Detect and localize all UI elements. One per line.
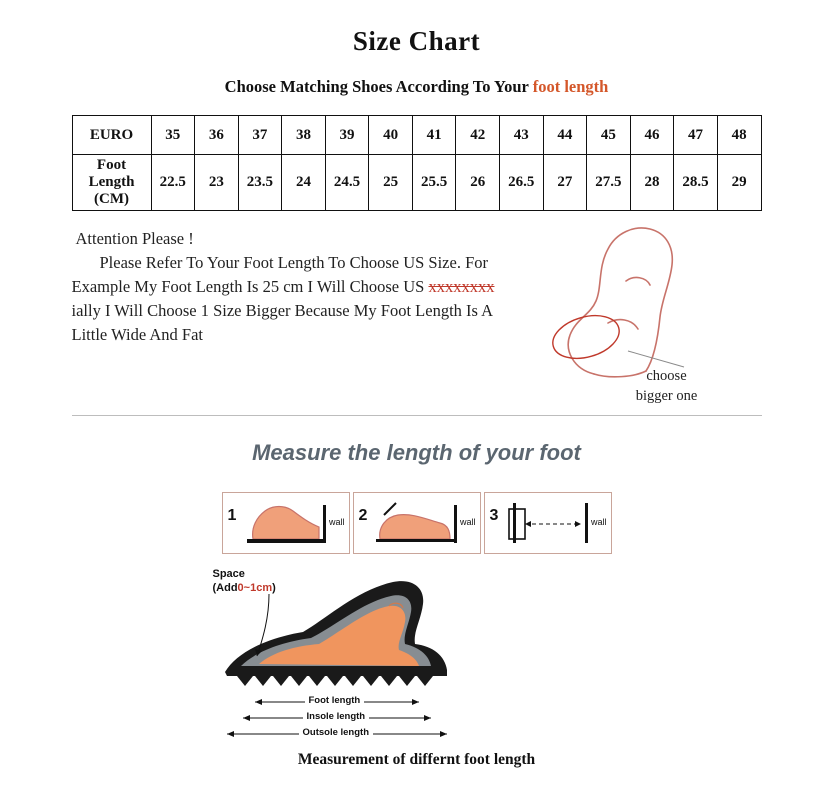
foot-outline-icon <box>534 219 744 379</box>
foot-length-cell: 28.5 <box>674 155 718 211</box>
euro-cell: 39 <box>325 116 369 155</box>
foot-length-cell: 24 <box>282 155 326 211</box>
euro-cell: 38 <box>282 116 326 155</box>
wall-label: wall <box>328 517 345 527</box>
size-table <box>72 115 762 211</box>
foot-length-cell: 26 <box>456 155 500 211</box>
space-label-prefix: (Add <box>212 581 238 594</box>
space-label-value: 0~1cm <box>237 581 273 594</box>
choose-bigger-line1: choose <box>646 368 687 384</box>
step-number: 2 <box>358 507 368 524</box>
row-header-line2: Length <box>88 173 135 190</box>
measure-step-2 <box>353 492 481 554</box>
page-title: Size Chart <box>352 26 481 56</box>
euro-cell: 44 <box>543 116 587 155</box>
foot-length-cell: 27 <box>543 155 587 211</box>
foot-length-cell: 25.5 <box>412 155 456 211</box>
table-row-foot-length <box>72 155 761 211</box>
attention-line-1: Please Refer To Your Foot Length To Choose <box>99 252 400 272</box>
wall-label: wall <box>459 517 476 527</box>
euro-cell: 35 <box>151 116 195 155</box>
foot-length-cell: 28 <box>630 155 674 211</box>
dimension-label-insole-length: Insole length <box>303 711 370 722</box>
measure-step-3 <box>484 492 612 554</box>
subtitle-prefix: Choose Matching Shoes According To Your <box>224 77 533 96</box>
euro-cell: 48 <box>717 116 761 155</box>
size-table-container <box>72 115 762 211</box>
euro-cell: 42 <box>456 116 500 155</box>
attention-body <box>72 251 502 347</box>
attention-line-2: US Size. For Example My Foot Length Is 25 cm I <box>71 252 488 296</box>
attention-line-5: And Fat <box>149 324 203 344</box>
foot-length-cell: 25 <box>369 155 413 211</box>
shoe-foot-cross-section-icon <box>207 560 627 745</box>
measure-section-title: Measure the length of your foot <box>252 440 581 465</box>
diagram-caption: Measurement of differnt foot length <box>297 751 536 768</box>
space-label-line1: Space <box>212 568 245 580</box>
euro-cell: 41 <box>412 116 456 155</box>
foot-measurement-diagram <box>207 560 627 745</box>
attention-line-4: Bigger Because My Foot Length Is A Little Wide <box>71 300 493 344</box>
foot-length-cell: 26.5 <box>500 155 544 211</box>
choose-bigger-note <box>592 367 742 406</box>
foot-length-cell: 23.5 <box>238 155 282 211</box>
foot-length-cell: 22.5 <box>151 155 195 211</box>
measure-step-1 <box>222 492 350 554</box>
dimension-label-foot-length: Foot length <box>305 695 365 706</box>
dimension-label-outsole-length: Outsole length <box>299 727 374 738</box>
step-number: 1 <box>227 507 237 524</box>
foot-length-cell: 29 <box>717 155 761 211</box>
euro-cell: 36 <box>195 116 239 155</box>
row-header-foot-length <box>72 155 151 211</box>
attention-strikethrough: xxxxxxxx <box>428 276 495 296</box>
euro-cell: 45 <box>587 116 631 155</box>
table-row-euro <box>72 116 761 155</box>
choose-bigger-line2: bigger one <box>635 387 698 404</box>
subtitle-accent: foot length <box>532 77 609 96</box>
page-subtitle <box>0 77 833 97</box>
row-header-euro: EURO <box>72 116 151 155</box>
foot-length-cell: 24.5 <box>325 155 369 211</box>
attention-text <box>72 227 502 347</box>
section-divider <box>72 415 762 416</box>
euro-cell: 46 <box>630 116 674 155</box>
attention-section <box>72 227 762 407</box>
euro-cell: 37 <box>238 116 282 155</box>
attention-line-3a: Will Choose US <box>316 276 429 296</box>
row-header-line1: Foot <box>96 156 127 173</box>
row-header-line3: (CM) <box>94 191 129 208</box>
euro-cell: 40 <box>369 116 413 155</box>
foot-length-cell: 27.5 <box>587 155 631 211</box>
space-label-suffix: ) <box>272 581 276 594</box>
euro-cell: 43 <box>500 116 544 155</box>
attention-heading: Attention Please ! <box>75 229 194 248</box>
euro-cell: 47 <box>674 116 718 155</box>
measure-steps <box>0 492 833 554</box>
step-number: 3 <box>489 507 499 524</box>
foot-length-cell: 23 <box>195 155 239 211</box>
wall-label: wall <box>590 517 607 527</box>
attention-line-3b: ially I Will Choose 1 Size <box>71 300 242 320</box>
